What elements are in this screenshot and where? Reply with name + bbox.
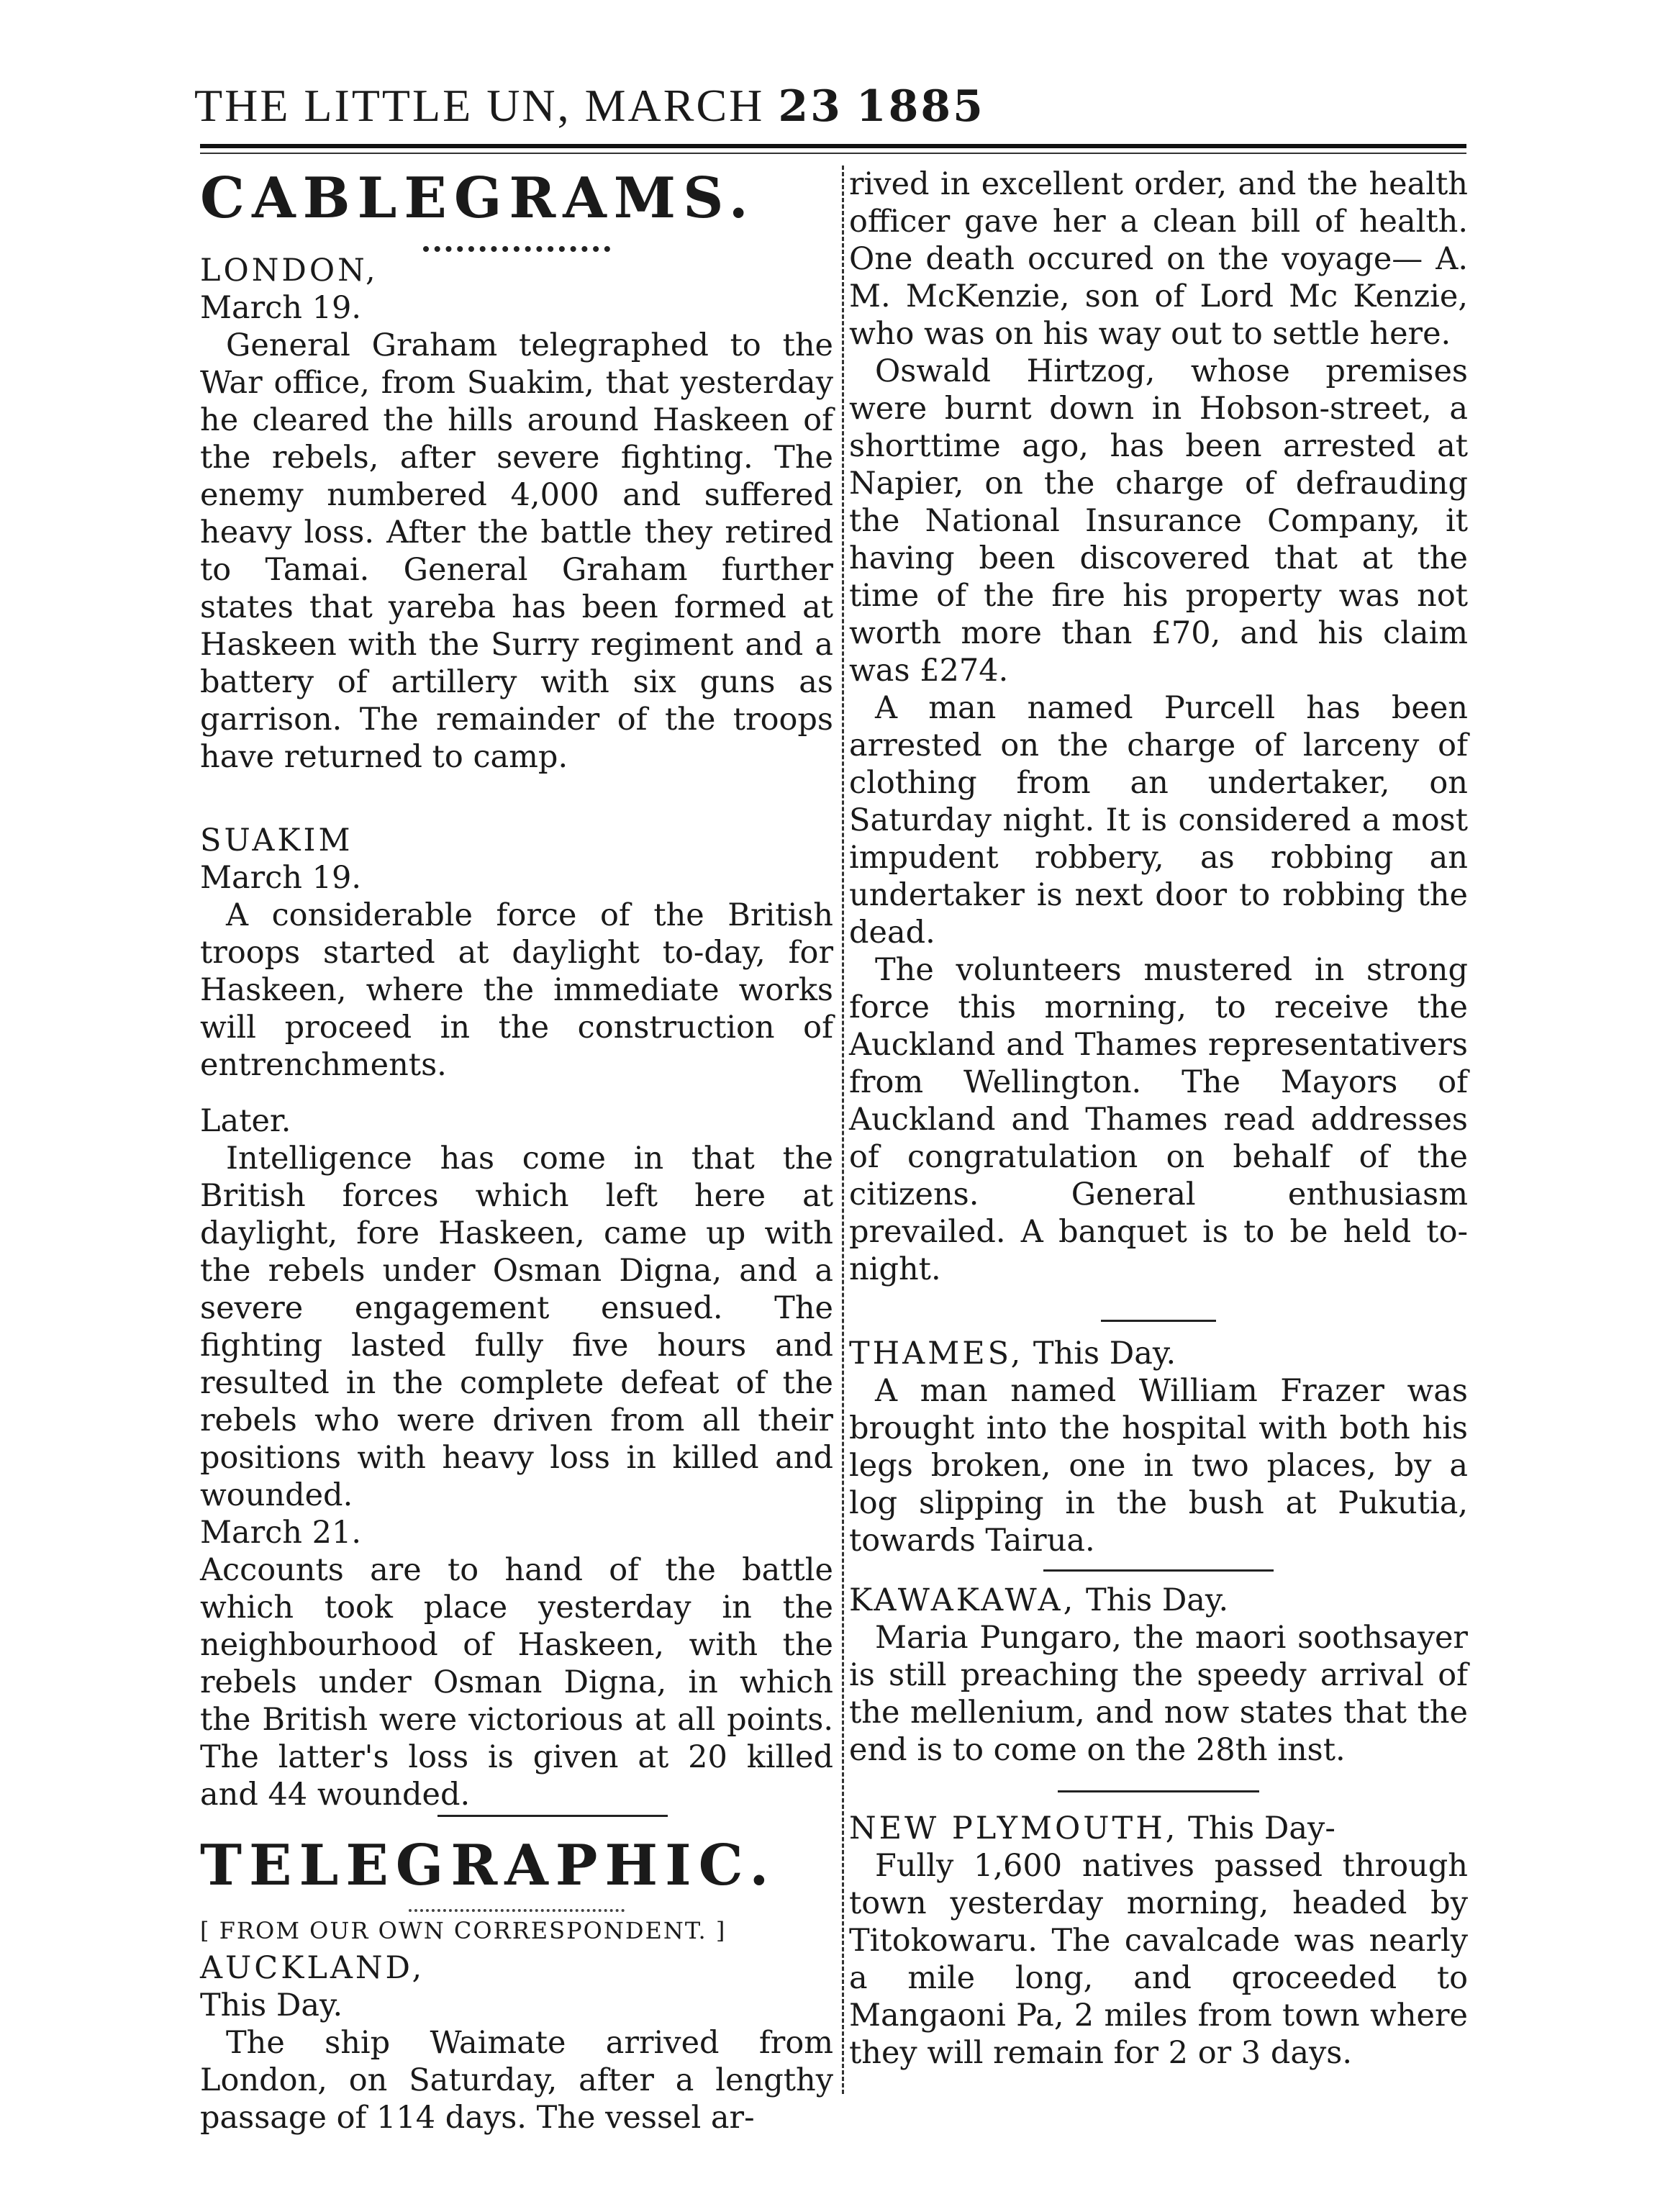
- cablegrams-heading: CABLEGRAMS.: [200, 166, 756, 231]
- suakim-dateline: SUAKIM: [200, 822, 353, 858]
- suakim-article-2: Intelligence has come in that the British forces which left here at daylight, fore Haskeen, came up with the rebels under Osman Digna, and a severe engagement ensued. The fighting lasted fully five hours and resulted in the complete defeat of the rebels who were driven from all their positions with heavy loss in killed and wounded.: [200, 1141, 833, 1513]
- section-rule: [437, 1815, 668, 1817]
- thames-dateline: [849, 1335, 1468, 1372]
- suakim-later: Later.: [200, 1103, 291, 1139]
- masthead-day: 23: [778, 81, 843, 132]
- masthead-rule: [200, 144, 1466, 148]
- decorative-rule: [423, 236, 610, 252]
- suakim-article-1: A considerable force of the British troops started at daylight to-day, for Haskeen, where the immediate works will proceed in the construction of entrenchments.: [200, 897, 833, 1083]
- section-rule-4: [1058, 1790, 1259, 1792]
- masthead: [194, 79, 1274, 132]
- london-article: General Graham telegraphed to the War office, from Suakim, that yesterday he cleared the hills around Haskeen of the rebels, after severe fighting. The enemy numbered 4,000 and suffered heavy loss. After the battle they retired to Tamai. General Graham further states that yareba has been formed at Haskeen with the Surry regiment and a battery of artillery with six guns as garrison. The remainder of the troops have returned to camp.: [200, 327, 833, 775]
- newplymouth-date: This Day-: [1188, 1810, 1335, 1846]
- newplymouth-place: NEW PLYMOUTH,: [849, 1810, 1179, 1846]
- masthead-title: THE LITTLE UN, MARCH: [194, 80, 765, 131]
- column-divider: [842, 166, 844, 2094]
- decorative-rule-2: [409, 1903, 625, 1912]
- right-column: [849, 166, 1468, 2072]
- newplymouth-article: Fully 1,600 natives passed through town yesterday morning, headed by Titokowaru. The cavalcade was nearly a mile long, and qroceeded to Mangaoni Pa, 2 miles from town where they will remain for 2 or 3 days.: [849, 1848, 1468, 2071]
- auckland-article: The ship Waimate arrived from London, on Saturday, after a lengthy passage of 114 days. The vessel ar-: [200, 2025, 833, 2136]
- hirtzog-article: Oswald Hirtzog, whose premises were burnt down in Hobson-street, a shorttime ago, has been arrested at Napier, on the charge of defrauding the National Insurance Company, it having been discovered that at the time of the fire his property was not worth more than £70, and his claim was £274.: [849, 353, 1468, 689]
- section-rule-2: [1101, 1320, 1216, 1322]
- masthead-year: 1885: [856, 81, 985, 132]
- volunteers-article: The volunteers mustered in strong force this morning, to receive the Auckland and Thames representativers from Wellington. The Mayors of Auckland and Thames read addresses of congratulation on behalf of the citizens. General enthusiasm prevailed. A banquet is to be held to-night.: [849, 952, 1468, 1287]
- thames-date: This Day.: [1033, 1336, 1176, 1372]
- suakim-article-3: Accounts are to hand of the battle which took place yesterday in the neighbourhood of Haskeen, with the rebels under Osman Digna, in which the British were victorious at all points. The latter's loss is given at 20 killed and 44 wounded.: [200, 1552, 833, 1813]
- left-column: [200, 166, 833, 2136]
- purcell-article: A man named Purcell has been arrested on the charge of larceny of clothing from an undertaker, on Saturday night. It is considered a most impudent robbery, as robbing an undertaker is next door to robbing the dead.: [849, 690, 1468, 951]
- thames-article: A man named William Frazer was brought into the hospital with both his legs broken, one in two places, by a log slipping in the bush at Pukutia, towards Tairua.: [849, 1373, 1468, 1559]
- masthead-rule-thin: [200, 153, 1466, 154]
- kawakawa-date: This Day.: [1085, 1582, 1229, 1618]
- london-date: March 19.: [200, 290, 362, 326]
- kawakawa-place: KAWAKAWA,: [849, 1582, 1076, 1618]
- auckland-date: This Day.: [200, 1987, 343, 2023]
- section-rule-3: [1043, 1569, 1274, 1572]
- auckland-article-cont: rived in excellent order, and the health officer gave her a clean bill of health. One death occured on the voyage— A. M. McKenzie, son of Lord Mc Kenzie, who was on his way out to settle here.: [849, 166, 1468, 352]
- correspondent-line: [ FROM OUR OWN CORRESPONDENT. ]: [200, 1917, 727, 1944]
- kawakawa-article: Maria Pungaro, the maori soothsayer is still preaching the speedy arrival of the mellenium, and now states that the end is to come on the 28th inst.: [849, 1620, 1468, 1768]
- auckland-dateline: AUCKLAND,: [200, 1950, 425, 1986]
- telegraphic-heading: TELEGRAPHIC.: [200, 1833, 776, 1898]
- london-dateline: LONDON,: [200, 253, 378, 289]
- thames-place: THAMES,: [849, 1336, 1024, 1372]
- suakim-date-2: March 21.: [200, 1515, 362, 1551]
- newplymouth-dateline: [849, 1810, 1468, 1847]
- kawakawa-dateline: [849, 1582, 1468, 1619]
- suakim-date: March 19.: [200, 860, 362, 896]
